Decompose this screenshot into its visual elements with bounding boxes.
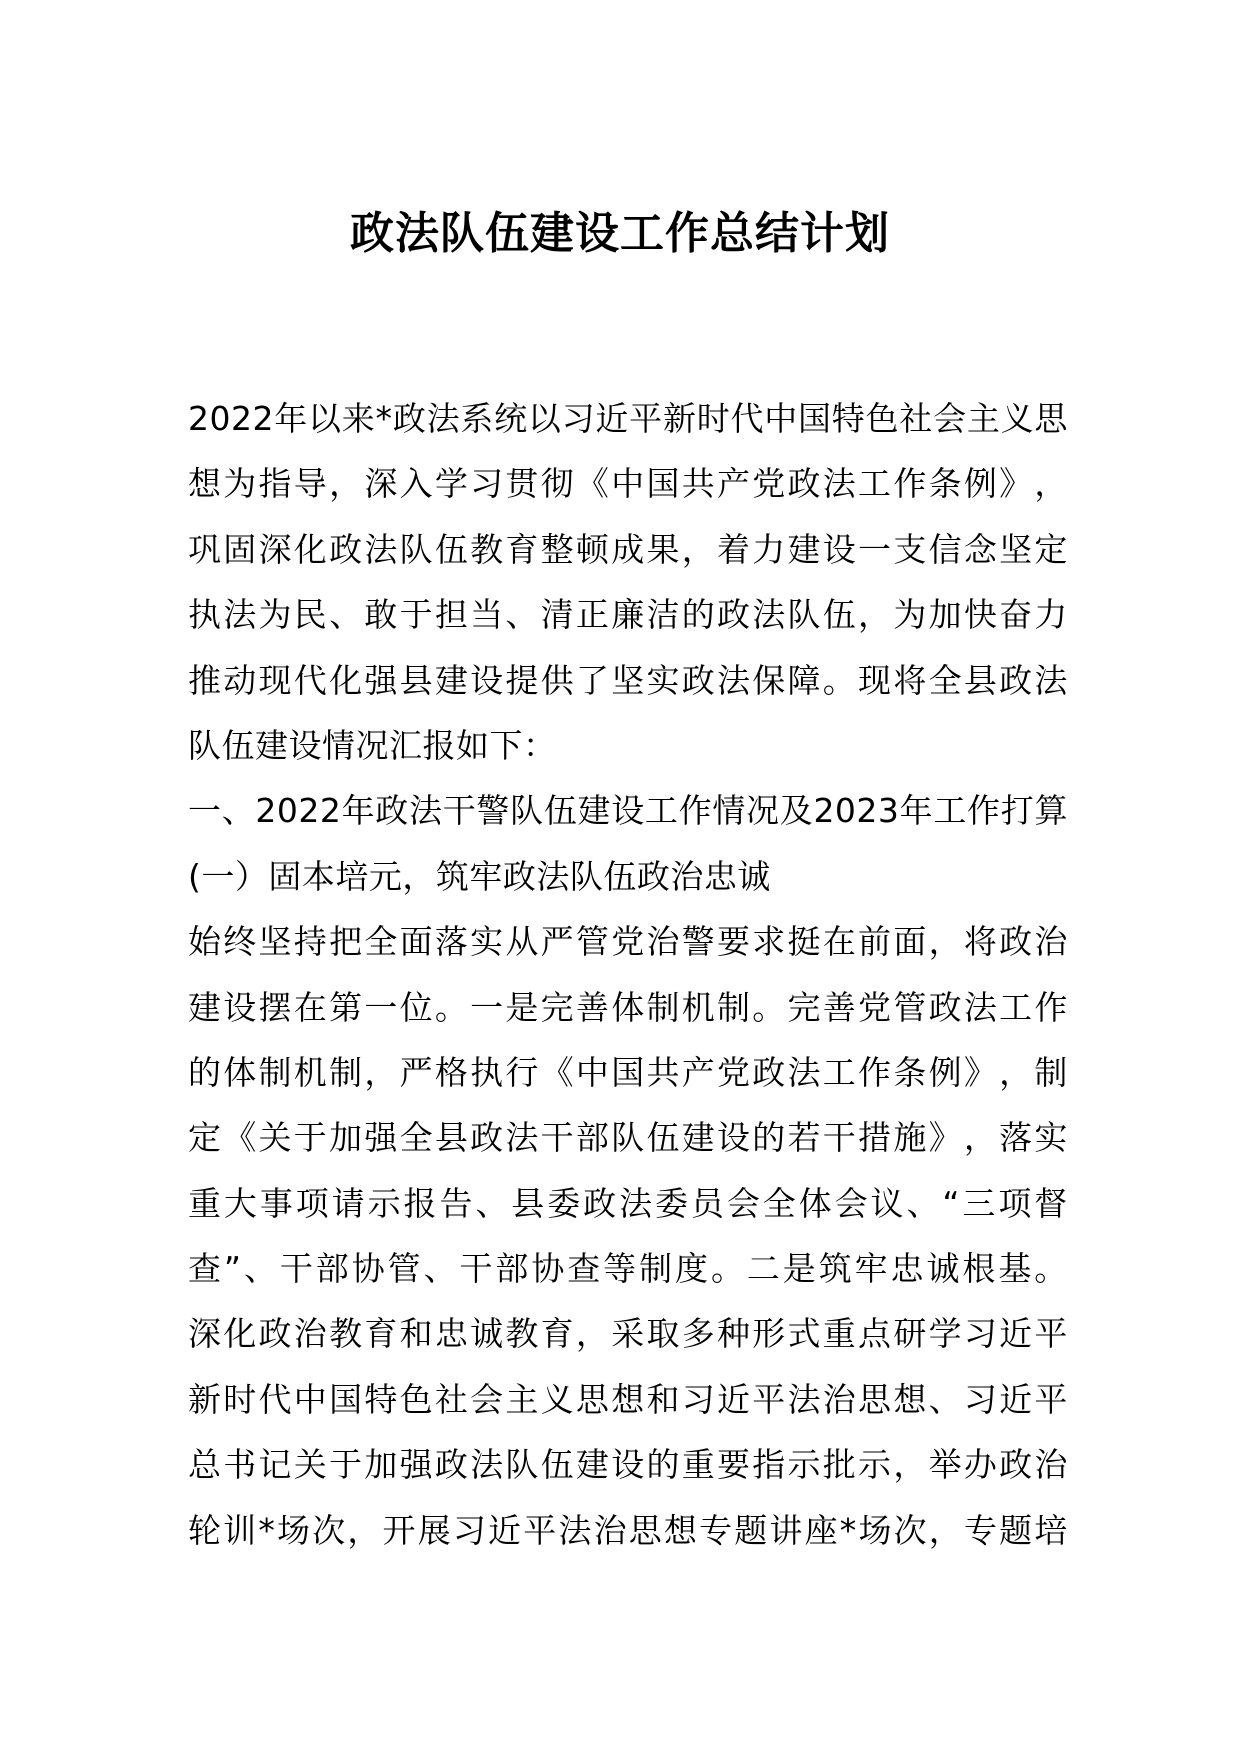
body-line: (一）固本培元，筑牢政法队伍政治忠诚 — [188, 856, 771, 896]
body-line: 2022 年 以 来 * 政 法 系 统 以 习 近 平 新 时 代 中 国 特 色 社 会 主 义 思 — [188, 399, 1068, 438]
body-line: 执 法 为 民 、 敢 于 担 当 、 清 正 廉 洁 的 政 法 队 伍 ， 为 加 快 奋 力 — [188, 595, 1068, 635]
document-title: 政法队伍建设工作总结计划 — [350, 208, 890, 259]
body-line: 推 动 现 代 化 强 县 建 设 提 供 了 坚 实 政 法 保 障 。 现 将 全 县 政 法 — [188, 660, 1068, 700]
body-line: 一 、 2022 年 政 法 干 警 队 伍 建 设 工 作 情 况 及 2023 年 工 作 打 算 — [188, 791, 1068, 831]
body-line: 重 大 事 项 请 示 报 告 、 县 委 政 法 委 员 会 全 体 会 议 、 “ 三 项 督 — [188, 1183, 1068, 1223]
body-line: 总 书 记 关 于 加 强 政 法 队 伍 建 设 的 重 要 指 示 批 示 ， 举 办 政 治 — [188, 1445, 1068, 1485]
body-line: 新 时 代 中 国 特 色 社 会 主 义 思 想 和 习 近 平 法 治 思 想 、 习 近 平 — [188, 1379, 1068, 1419]
body-line: 巩 固 深 化 政 法 队 伍 教 育 整 顿 成 果 ， 着 力 建 设 一 支 信 念 坚 定 — [188, 529, 1068, 569]
body-line: 建 设 摆 在 第 一 位 。 一 是 完 善 体 制 机 制 。 完 善 党 管 政 法 工 作 — [188, 987, 1068, 1027]
body-line: 轮 训 * 场 次 ， 开 展 习 近 平 法 治 思 想 专 题 讲 座 * 场 次 ， 专 题 培 — [188, 1510, 1068, 1550]
document-body — [188, 386, 1068, 1563]
body-line: 定 《 关 于 加 强 全 县 政 法 干 部 队 伍 建 设 的 若 干 措 施 》 ， 落 实 — [188, 1118, 1068, 1158]
body-line: 始 终 坚 持 把 全 面 落 实 从 严 管 党 治 警 要 求 挺 在 前 面 ， 将 政 治 — [188, 922, 1068, 962]
body-line: 队伍建设情况汇报如下： — [188, 725, 557, 765]
body-line: 深 化 政 治 教 育 和 忠 诚 教 育 ， 采 取 多 种 形 式 重 点 研 学 习 近 平 — [188, 1314, 1068, 1354]
body-line: 查 ” 、 干 部 协 管 、 干 部 协 查 等 制 度 。 二 是 筑 牢 忠 诚 根 基 。 — [188, 1249, 1068, 1289]
body-line: 想 为 指 导 ， 深 入 学 习 贯 彻 《 中 国 共 产 党 政 法 工 作 条 例 》 ， — [188, 464, 1068, 504]
body-line: 的 体 制 机 制 ， 严 格 执 行 《 中 国 共 产 党 政 法 工 作 条 例 》 ， 制 — [188, 1052, 1068, 1092]
